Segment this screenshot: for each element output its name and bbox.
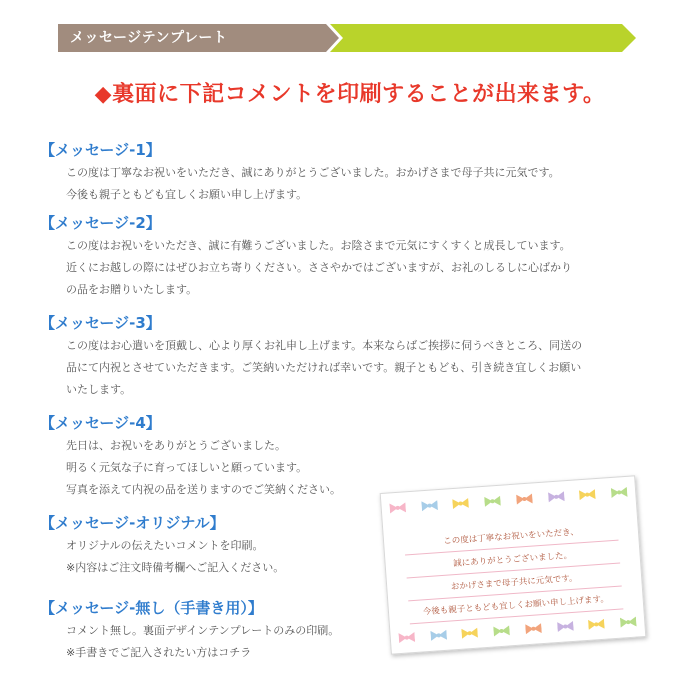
bow-icon [493, 625, 510, 636]
message-section-6 [40, 598, 339, 664]
bow-icon [430, 630, 447, 641]
message-section-3 [40, 313, 582, 401]
section-banner [58, 24, 636, 52]
message-line: この度はお祝いをいただき、誠に有難うございました。お陰さまで元気にすくすくと成長しています。 [66, 239, 571, 252]
message-card-illustration [380, 475, 647, 654]
message-line: いたします。 [66, 383, 132, 396]
message-line: この度は丁寧なお祝いをいただき、誠にありがとうございました。おかげさまで母子共に元気です。 [66, 166, 560, 179]
card-line: 誠にありがとうございました。 [405, 541, 620, 579]
bow-icon [620, 617, 637, 628]
message-line: コメント無し。裏面デザインテンプレートのみの印刷。 [66, 624, 340, 637]
message-line: の品をお贈りいたします。 [66, 283, 198, 296]
message-line: ※内容はご注文時備考欄へご記入ください。 [66, 561, 285, 574]
headline: ◆裏面に下記コメントを印刷することが出来ます。 [94, 82, 606, 107]
bow-icon [398, 632, 415, 643]
bow-icon [389, 502, 406, 513]
message-line: ※手書きでご記入されたい方はコチラ [66, 646, 252, 659]
bow-icon [548, 491, 565, 502]
message-section-title: 【メッセージ-4】 [40, 414, 161, 432]
bow-icon [516, 494, 533, 505]
message-section-title: 【メッセージ-1】 [40, 141, 161, 159]
message-section-4 [40, 413, 341, 501]
message-section-title: 【メッセージ-3】 [40, 314, 161, 332]
card-text [403, 518, 623, 625]
bow-row-top [381, 484, 635, 516]
message-section-5 [40, 513, 284, 579]
banner-title: メッセージテンプレート [70, 30, 228, 46]
bow-icon [462, 628, 479, 639]
message-line: 今後も親子ともども宜しくお願い申し上げます。 [66, 188, 308, 201]
bow-icon [525, 623, 542, 634]
card-line: おかげさまで母子共に元気です。 [407, 564, 622, 602]
message-line: 近くにお越しの際にはぜひお立ち寄りください。ささやかではございますが、お礼のしるしに心ばかり [66, 261, 572, 274]
message-section-title: 【メッセージ-無し（手書き用）】 [40, 599, 263, 617]
message-section-title: 【メッセージ-2】 [40, 214, 161, 232]
message-section-1 [40, 140, 560, 206]
bow-icon [484, 496, 501, 507]
message-line: 明るく元気な子に育ってほしいと願っています。 [66, 461, 308, 474]
message-line: この度はお心遣いを頂戴し、心より厚くお礼申し上げます。本来ならばご挨拶に伺うべきところ、同送の [66, 339, 583, 352]
bow-icon [579, 489, 596, 500]
card-line: 今後も親子ともども宜しくお願い申し上げます。 [408, 586, 623, 624]
message-line: 先日は、お祝いをありがとうございました。 [66, 439, 286, 452]
message-line: 写真を添えて内祝の品を送りますのでご笑納ください。 [66, 483, 341, 496]
bow-icon [453, 498, 470, 509]
bow-icon [588, 619, 605, 630]
bow-icon [557, 621, 574, 632]
message-line: オリジナルの伝えたいコメントを印刷。 [66, 539, 264, 552]
message-line: 品にて内祝とさせていただきます。ご笑納いただければ幸いです。親子ともども、引き続き宜しくお願い [66, 361, 582, 374]
message-section-2 [40, 213, 572, 301]
bow-icon [611, 487, 628, 498]
card-line: この度は丁寧なお祝いをいただき、 [403, 518, 618, 556]
bow-icon [421, 500, 438, 511]
message-section-title: 【メッセージ-オリジナル】 [40, 514, 225, 532]
